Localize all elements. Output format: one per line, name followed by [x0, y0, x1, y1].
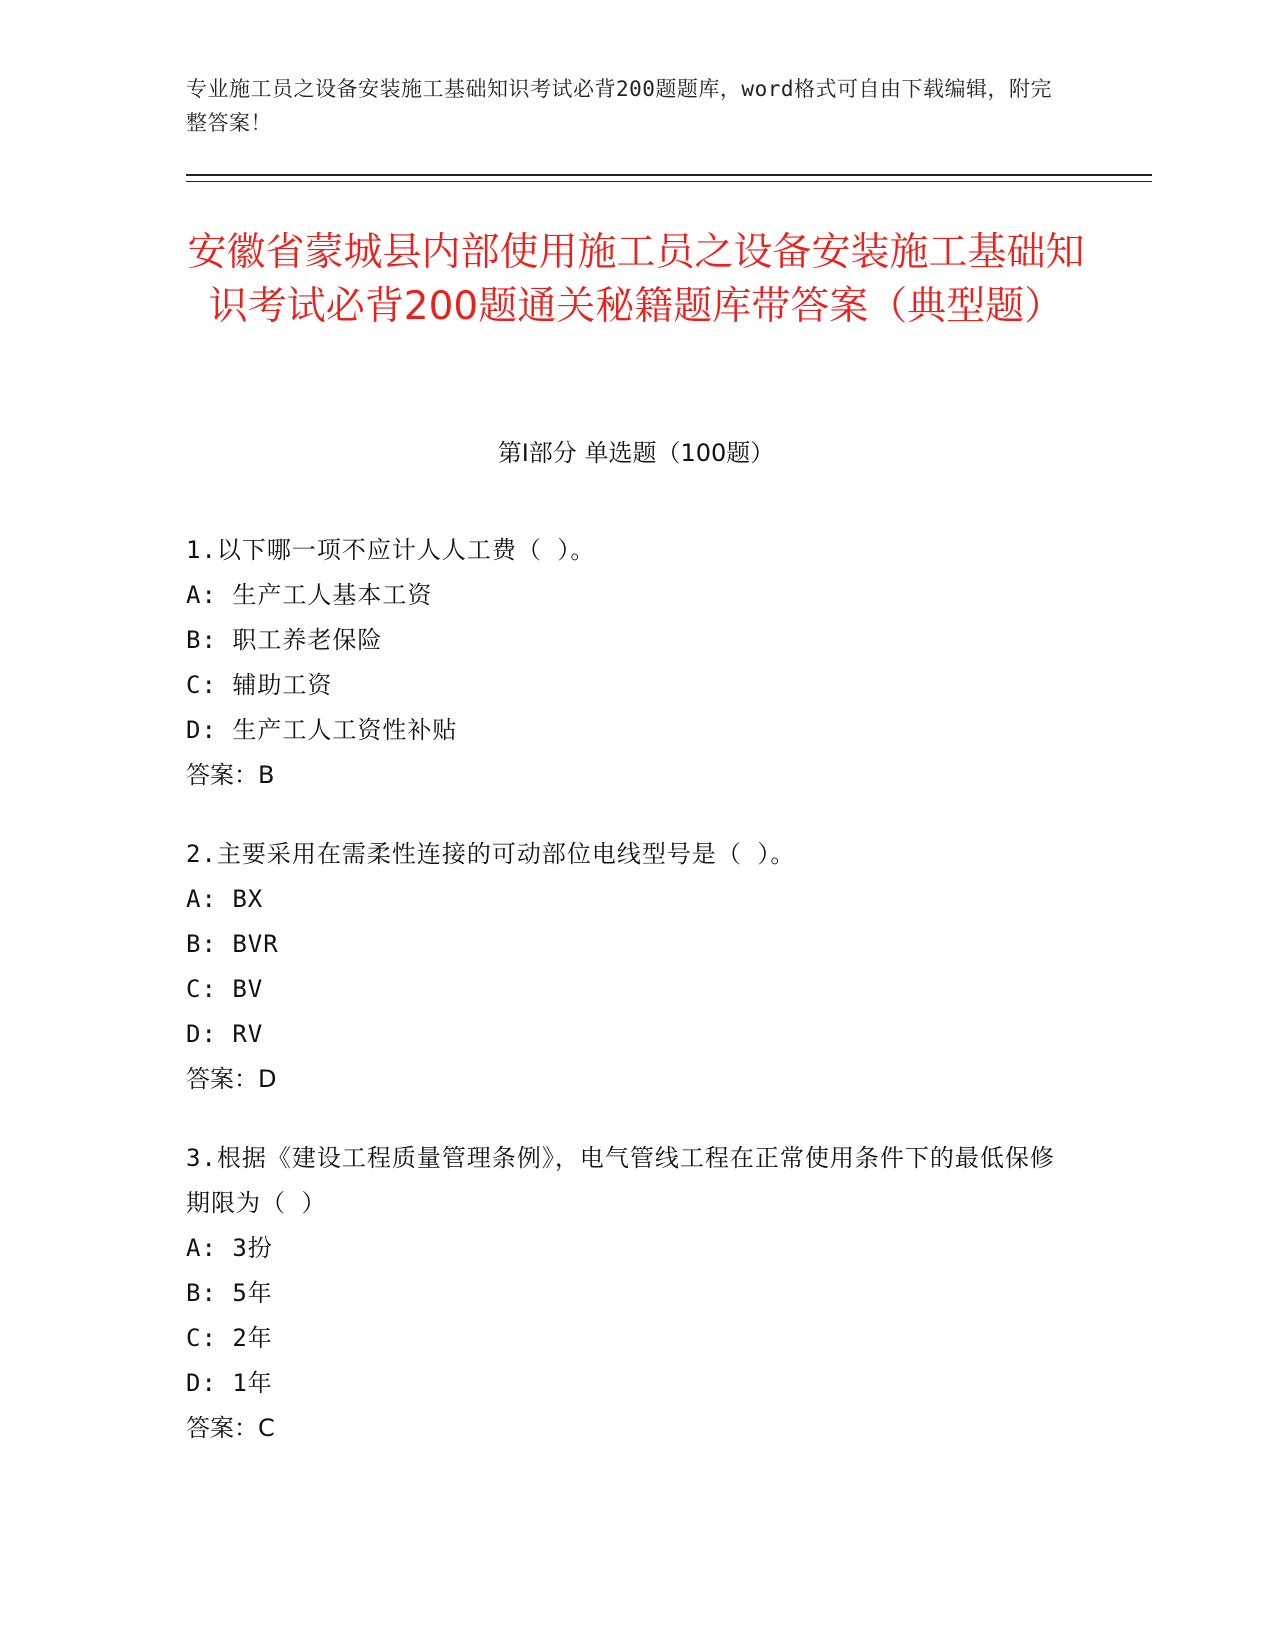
question-item — [186, 528, 1066, 798]
option-c: C: 2年 — [186, 1324, 273, 1352]
option-b: B: 职工养老保险 — [186, 626, 383, 654]
document-title: 安徽省蒙城县内部使用施工员之设备安装施工基础知识考试必背200题通关秘籍题库带答案（典型题） — [187, 230, 1085, 329]
option-b: B: 5年 — [186, 1279, 273, 1307]
header-divider-thick — [186, 174, 1152, 176]
option-a: A: 生产工人基本工资 — [186, 581, 433, 609]
question-stem: 2.主要采用在需柔性连接的可动部位电线型号是（ ）。 — [186, 840, 796, 868]
answer-line: 答案：C — [186, 1414, 275, 1442]
option-b: B: BVR — [186, 930, 279, 958]
answer-line: 答案：B — [186, 761, 275, 789]
header-note: 专业施工员之设备安装施工基础知识考试必背200题题库，word格式可自由下载编辑，附完整答案！ — [186, 77, 1052, 135]
option-a: A: BX — [186, 885, 264, 913]
section-heading: 第Ⅰ部分 单选题（100题） — [497, 439, 775, 467]
question-item — [186, 1136, 1066, 1451]
option-c: C: BV — [186, 975, 264, 1003]
option-c: C: 辅助工资 — [186, 671, 333, 699]
header-divider-thin — [186, 181, 1152, 182]
question-list — [186, 528, 1066, 1485]
question-stem: 3.根据《建设工程质量管理条例》，电气管线工程在正常使用条件下的最低保修期限为（ ） — [186, 1144, 1055, 1217]
answer-line: 答案：D — [186, 1065, 277, 1093]
option-a: A: 3扮 — [186, 1234, 273, 1262]
question-item — [186, 832, 1066, 1102]
question-stem: 1.以下哪一项不应计人人工费（ ）。 — [186, 536, 596, 564]
option-d: D: 生产工人工资性补贴 — [186, 716, 458, 744]
option-d: D: RV — [186, 1020, 264, 1048]
option-d: D: 1年 — [186, 1369, 273, 1397]
